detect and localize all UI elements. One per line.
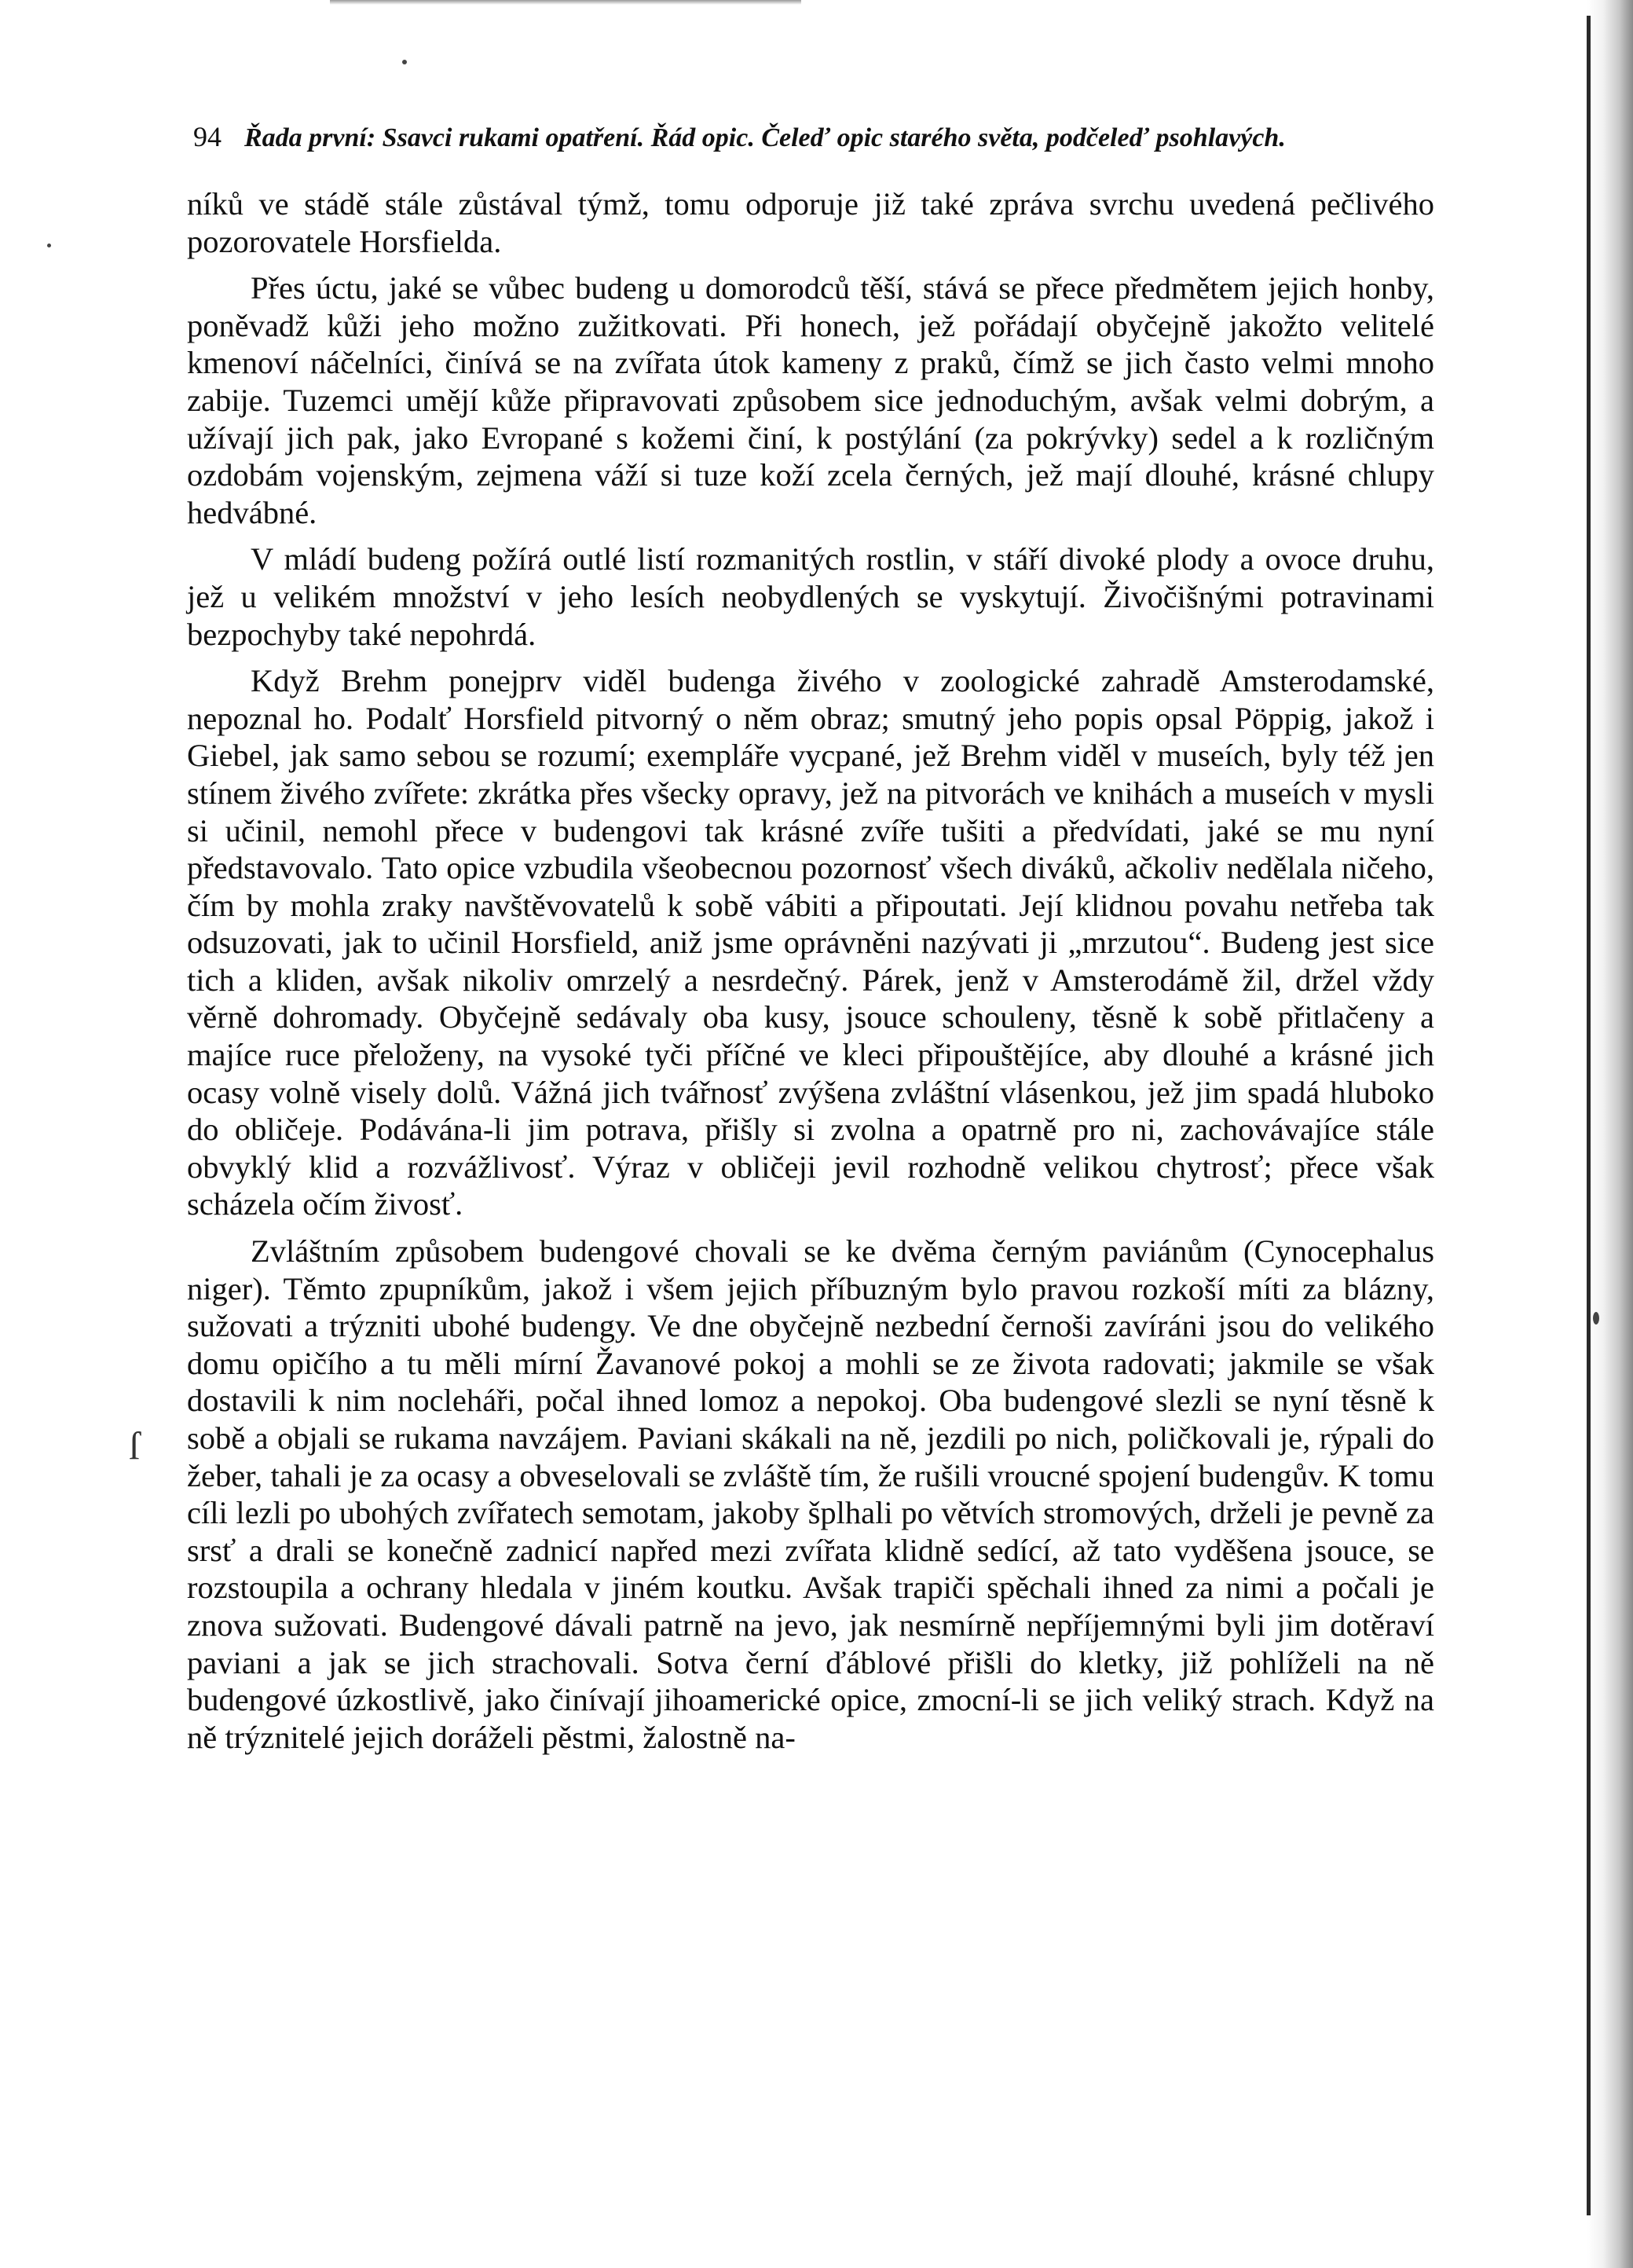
paragraph: níků ve stádě stále zůstával týmž, tomu odporuje již také zpráva svrchu uvedená pečlivého pozorovatele Horsfielda. <box>187 186 1434 259</box>
body-text <box>187 185 1434 1756</box>
scan-speck <box>1593 1312 1599 1325</box>
paragraph: Když Brehm ponejprv viděl budenga živého v zoologické zahradě Amsterodamské, nepoznal ho. Podalť Horsfield pitvorný o něm obraz; smutný jeho popis opsal Pöppig, jakož i Giebel, jak samo sebou se rozumí; exempláře vycpané, jež Brehm viděl v museích, byly též jen stínem živého zvířete: zkrátka přes všecky opravy, jež na pitvorách ve knihách a museích v mysli si učinil, nemohl přece v budengovi tak krásné zvíře tušiti a předvídati, jaké se mu nyní představovalo. Tato opice vzbudila všeobecnou pozornosť všech diváků, ačkoliv nedělala ničeho, čím by mohla zraky navštěvovatelů k sobě vábiti a připoutati. Její klidnou povahu netřeba tak odsuzovati, jak to učinil Horsfield, aniž jsme oprávněni nazývati ji „mrzutou“. Budeng jest sice tich a kliden, avšak nikoliv omrzelý a nesrdečný. Párek, jenž v Amsterodámě žil, držel vždy věrně dohromady. Obyčejně sedávaly oba kusy, jsouce schouleny, těsně k sobě přitlačeny a majíce ruce přeloženy, na vysoké tyči příčné ve kleci připouštějíce, aby dlouhé a krásné jich ocasy volně visely dolů. Vážná jich tvářnosť zvýšena zvláštní vlásenkou, jež jim spadá hluboko do obličeje. Podávána-li jim potrava, přišly si zvolna a opatrně pro ni, zachovávajíce stále obvyklý klid a rozvážlivosť. Výraz v obličeji jevil rozhodně velikou chytrosť; přece však scházela očím živosť. <box>187 663 1434 1222</box>
paragraph: Zvláštním způsobem budengové chovali se ke dvěma černým paviánům (Cynocephalus niger). Těmto zpupníkům, jakož i všem jejich příbuzným bylo pravou rozkoší míti za blázny, sužovati a trýzniti ubohé budengy. Ve dne obyčejně nezbední černoši zavíráni jsou do velikého domu opičího a tu měli mírní Žavanové pokoj a mohli se ze života radovati; jakmile se však dostavili k nim nocleháři, počal ihned lomoz a nepokoj. Oba budengové slezli se nyní těsně k sobě a objali se rukama navzájem. Paviani skákali na ně, jezdili po nich, poličkovali je, rýpali do žeber, tahali je za ocasy a obveselovali se zvláště tím, že rušili vroucné spojení budengův. K tomu cíli lezli po ubohých zvířatech semotam, jakoby šplhali po větvích stromových, drželi je pevně za srsť a drali se konečně zadnicí napřed mezi zvířata klidně sedící, až tato vyděšena jsouce, se rozstoupila a ochrany hledala v jiném koutku. Avšak trapiči spěchali ihned za nimi a počali je znova sužovati. Budengové dávali patrně na jevo, jak nesmírně nepříjemnými byli jim dotěraví paviani a jak se jich strachovali. Sotva černí ďáblové přišli do kletky, již pohlíželi na ně budengové úzkostlivě, jako činívají jihoamerické opice, zmocní-li se jich veliký strach. Když na ně trýznitelé jejich doráželi pěstmi, žalostně na- <box>187 1233 1434 1755</box>
page-top-shadow <box>330 0 801 5</box>
binding-edge-line <box>1587 16 1591 2215</box>
running-head <box>193 119 1430 156</box>
paragraph: Přes úctu, jaké se vůbec budeng u domorodců těší, stává se přece předmětem jejich honby, poněvadž kůži jeho možno zužitkovati. Při honech, jež pořádají obyčejně jakožto velitelé kmenoví náčelníci, činívá se na zvířata útok kameny z praků, čímž se jich často velmi mnoho zabije. Tuzemci umějí kůže připravovati způsobem sice jednoduchým, avšak velmi dobrým, a užívají jich pak, jako Evropané s kožemi činí, k postýlání (za pokrývky) sedel a k rozličným ozdobám vojenským, zejmena váží si tuze koží zcela černých, jež mají dlouhé, krásné chlupy hedvábné. <box>187 270 1434 530</box>
margin-pencil-mark: ſ <box>129 1423 140 1467</box>
running-head-title: Řada první: Ssavci rukami opatření. Řád opic. Čeleď opic starého světa, podčeleď psohlavých. <box>244 123 1286 152</box>
scan-right-edge <box>1587 0 1633 2268</box>
paragraph: V mládí budeng požírá outlé listí rozmanitých rostlin, v stáří divoké plody a ovoce druhu, jež u velikém množství v jeho lesích neobydlených se vyskytují. Živočišnými potravinami bezpochyby také nepohrdá. <box>187 541 1434 652</box>
scan-speck <box>402 60 407 64</box>
page-number: 94 <box>193 121 222 152</box>
scan-speck <box>47 244 51 247</box>
